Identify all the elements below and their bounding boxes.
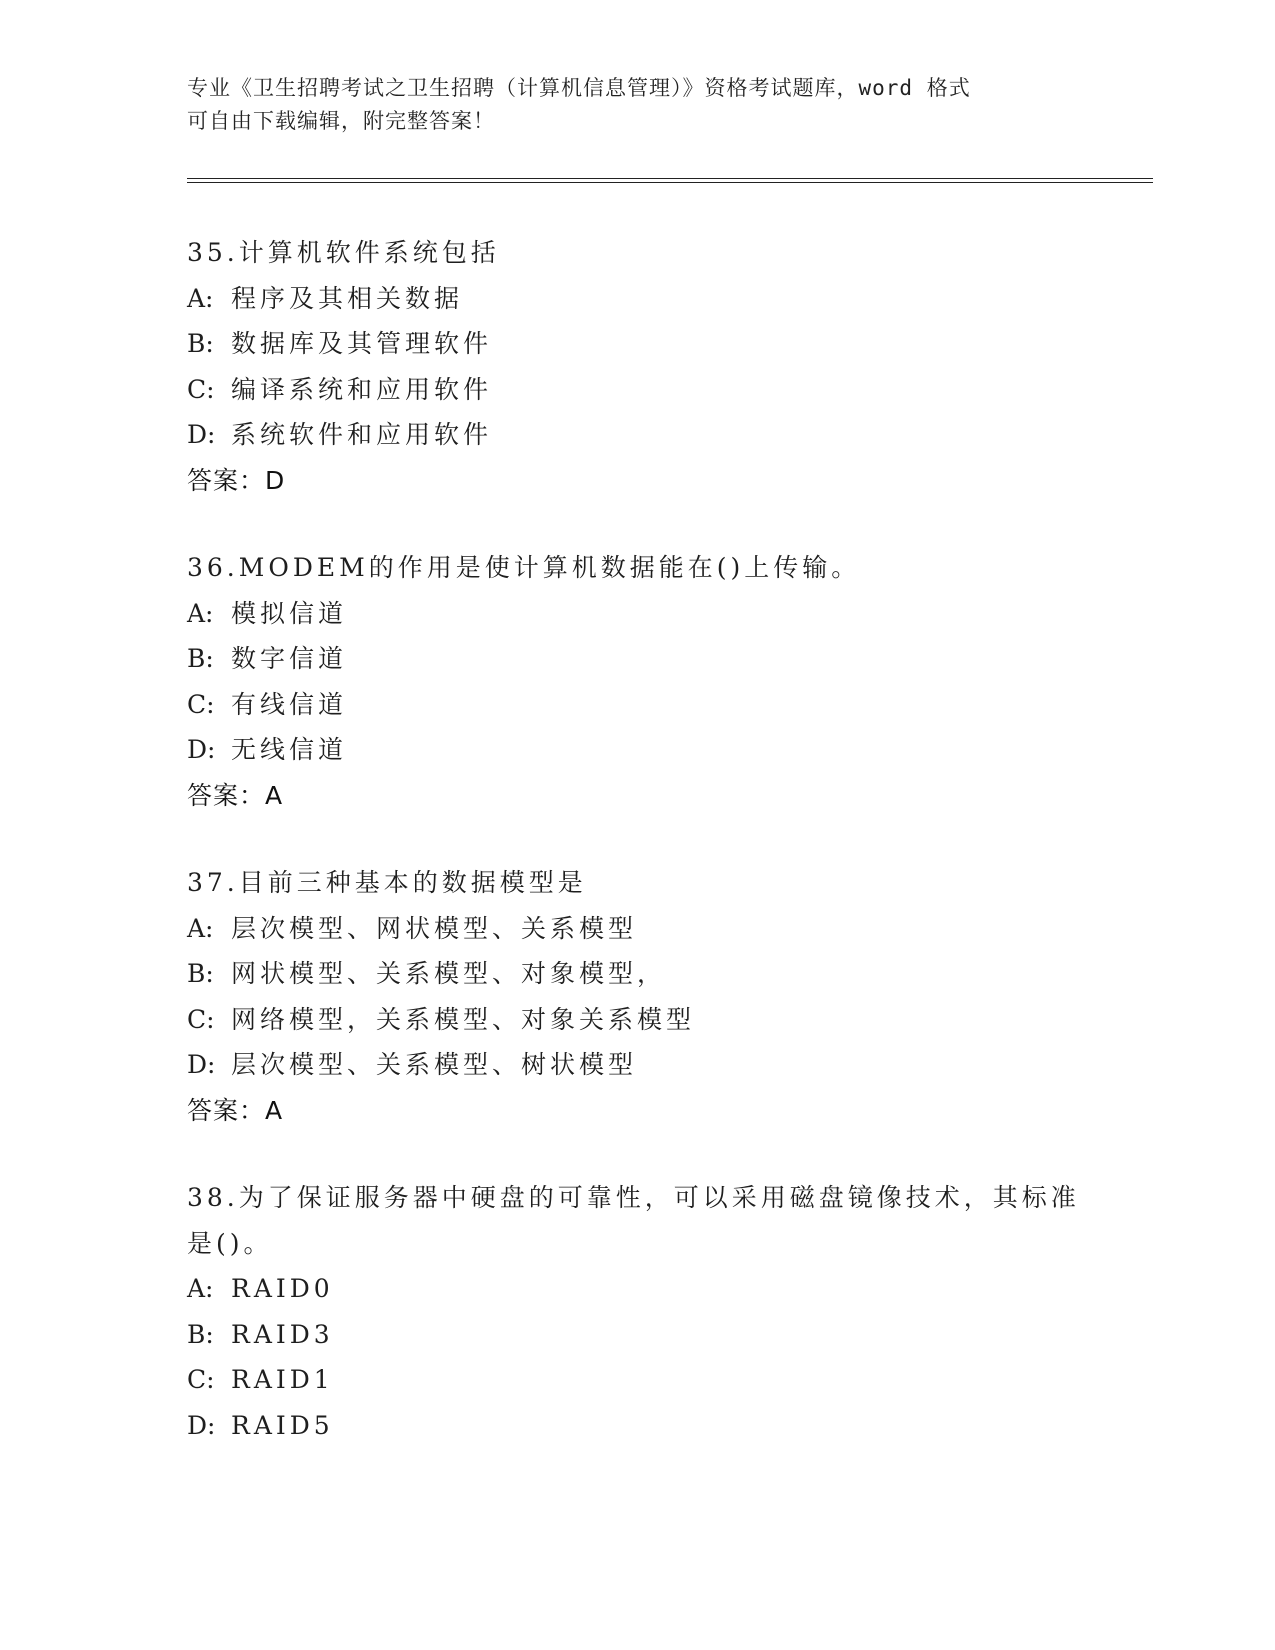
option-b	[187, 321, 1087, 367]
option-text: 程序及其相关数据	[231, 283, 464, 313]
option-text: RAID5	[231, 1410, 334, 1440]
option-text: 编译系统和应用软件	[231, 374, 493, 404]
option-a	[187, 276, 1087, 322]
option-letter: A:	[187, 283, 214, 313]
option-letter: B:	[187, 1319, 214, 1349]
option-letter: B:	[187, 644, 214, 673]
option-text: 无线信道	[231, 735, 348, 764]
option-a	[187, 1266, 1087, 1312]
option-text: 数字信道	[231, 644, 348, 673]
option-c	[187, 367, 1087, 413]
option-letter: D:	[187, 1050, 216, 1079]
option-b	[187, 636, 1087, 682]
header-double-rule	[187, 178, 1153, 183]
option-text: RAID0	[231, 1274, 334, 1303]
option-letter: C:	[187, 689, 215, 719]
option-letter: C:	[187, 374, 215, 404]
option-text: 层次模型、关系模型、树状模型	[231, 1050, 638, 1079]
option-c	[187, 682, 1087, 728]
option-text: 网状模型、关系模型、对象模型，	[231, 959, 667, 988]
header-line-1: 专业《卫生招聘考试之卫生招聘（计算机信息管理）》资格考试题库，word 格式	[187, 76, 971, 100]
answer-line: 答案：A	[187, 780, 284, 810]
option-text: 网络模型，关系模型、对象关系模型	[231, 1004, 696, 1034]
option-letter: B:	[187, 959, 214, 988]
option-d	[187, 1403, 1087, 1449]
option-text: RAID1	[231, 1365, 334, 1394]
option-letter: A:	[187, 598, 214, 628]
question-stem: 37.目前三种基本的数据模型是	[187, 868, 587, 897]
option-text: 有线信道	[231, 689, 348, 719]
question-stem: 38.为了保证服务器中硬盘的可靠性，可以采用磁盘镜像技术，其标准	[187, 1183, 1080, 1212]
document-header	[187, 72, 1087, 138]
question-36	[187, 545, 1087, 818]
question-37	[187, 860, 1087, 1133]
option-letter: B:	[187, 329, 214, 358]
answer-line: 答案：D	[187, 465, 286, 495]
option-b	[187, 1312, 1087, 1358]
header-line-2: 可自由下载编辑，附完整答案！	[187, 109, 495, 133]
option-text: 模拟信道	[231, 598, 348, 628]
option-letter: A:	[187, 913, 214, 943]
option-c	[187, 1357, 1087, 1403]
answer-line: 答案：A	[187, 1095, 284, 1125]
option-letter: D:	[187, 1410, 216, 1440]
option-c	[187, 997, 1087, 1043]
question-stem: 35.计算机软件系统包括	[187, 238, 500, 267]
question-stem: 36.MODEM的作用是使计算机数据能在()上传输。	[187, 553, 861, 582]
question-list	[187, 230, 1087, 1490]
option-letter: D:	[187, 420, 216, 449]
option-letter: C:	[187, 1004, 215, 1034]
option-d	[187, 727, 1087, 773]
option-text: RAID3	[231, 1319, 334, 1349]
option-a	[187, 906, 1087, 952]
option-letter: C:	[187, 1365, 215, 1394]
option-a	[187, 591, 1087, 637]
option-b	[187, 951, 1087, 997]
question-stem-continued: 是()。	[187, 1228, 273, 1258]
option-letter: D:	[187, 735, 216, 764]
option-d	[187, 1042, 1087, 1088]
question-35	[187, 230, 1087, 503]
option-d	[187, 412, 1087, 458]
question-38	[187, 1175, 1087, 1448]
option-text: 系统软件和应用软件	[231, 420, 493, 449]
option-text: 层次模型、网状模型、关系模型	[231, 913, 638, 943]
option-text: 数据库及其管理软件	[231, 329, 493, 358]
option-letter: A:	[187, 1274, 214, 1303]
